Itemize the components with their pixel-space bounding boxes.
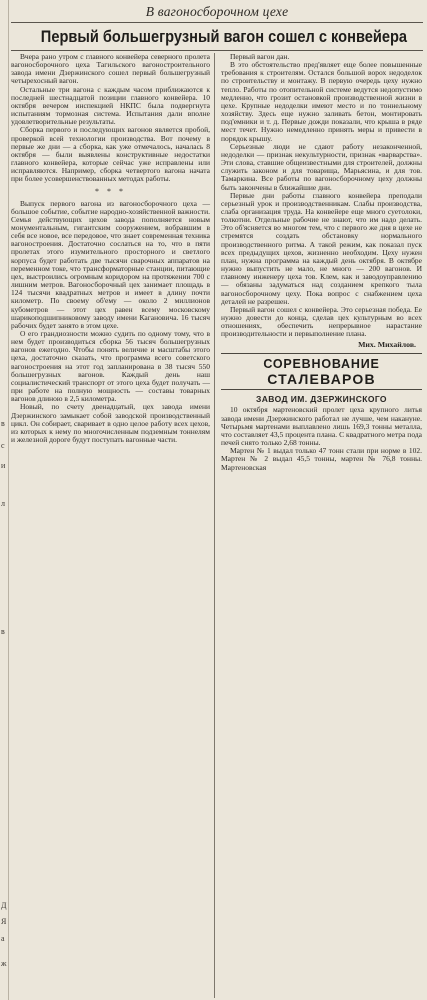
margin-fragment: Я <box>1 917 7 926</box>
author-signature: Мих. Михайлов. <box>358 340 416 350</box>
article-paragraph: Первые дни работы главного конвейера преподали серьезный урок и производственникам. Слабы производства, слаба организация труда. На конвейере еще много суетолоки, толкотни. Отдельные рабочие не знают, что им надо делать. Это об'ясняется во многом тем, что с первого же дня в цехе не стремятся создать обстановку нормального производственного ритма. А такой режим, как показал пуск всех предыдущих цехов, жизненно необходим. Цеху нужен план, нужна программа на каждый день октября. В октябре нужно выпустить не мало, не много — 200 вагонов. И главному инженеру цеха тов. Клем, как и заводоуправлению — обязаны задуматься над созданием крепкого тыла вагоносборочному цеху. Пока вопрос с снабжением цеха деталей не разрешен. <box>221 190 422 306</box>
margin-fragment: ж <box>1 959 7 968</box>
margin-fragment: с <box>1 441 5 450</box>
competition-text <box>221 406 422 471</box>
article-paragraph: Первый вагон дан. <box>230 53 290 61</box>
left-column <box>11 53 214 998</box>
article-paragraph: Остальные три вагона с каждым часом приближаются к последней шестнадцатой позиции главного конвейера. 10 октября вечером инспекцией НКПС была подвергнута испытаниям тормозная система. Испытания дали вполне удовлетворительные результаты. <box>11 84 210 127</box>
article-paragraph: Первый вагон сошел с конвейера. Это серьезная победа. Ее нужно довести до конца, сделав цех культурным во всех отношениях, обеспечить непрерывное нарастание производительности и первыполнение плана. <box>221 304 422 339</box>
article-headline: Первый большегрузный вагон сошел с конвейера <box>40 27 408 46</box>
article-content <box>11 2 423 998</box>
article-paragraph: Новый, по счету двенадцатый, цех завода имени Дзержинского замыкает собой заводской производственный цикл. Он собирает, сваривает в одно целое работу всех цехов, из которых к нему по многочисленным подземным тоннелям и железной дороге будут поступать вагонные части. <box>11 402 210 445</box>
competition-heading-box <box>221 353 422 390</box>
margin-fragment: в <box>1 419 5 428</box>
right-column-text <box>221 53 422 338</box>
article-paragraph: О его грандиозности можно судить по одному тому, что в нем будет производиться сборка 56 тысяч большегрузных вагонов ежегодно. Чтобы понять величие и масштабы этого цеха, достаточно сказать, что программа всего советского вагоностроения на этот год запланирована в 38 тысяч 550 большегрузных вагонов. Каждый день наш социалистический транспорт от этого цеха будет получать — при работе на полную мощность — составы товарных вагонов длиною в 2,5 километра. <box>11 329 210 404</box>
article-paragraph: Вчера рано утром с главного конвейера северного пролета вагоносборочного цеха Тагильского вагоностроительного завода имени Дзержинского сошел первый большегрузный четырехосный вагон. <box>11 53 210 86</box>
margin-fragment: в <box>1 627 5 636</box>
left-margin-strip <box>0 0 9 1000</box>
margin-fragment: а <box>1 934 5 943</box>
left-column-part-2 <box>11 200 210 445</box>
section-separator: * * * <box>95 186 126 196</box>
article-paragraph: Серьезные люди не сдают работу незаконченной, недоделки — признак некультурности, признак «варварства». Эти слова, ставшие общеизвестными для строителей, должны служить законом и для товарища, Марьясина, и для тов. Тамаркина. Все работы по вагоносборочному цеху должны быть закончены в ближайшие дни. <box>221 141 422 192</box>
margin-fragment: и <box>1 461 6 470</box>
headline-bar <box>11 23 423 51</box>
competition-paragraph: Мартен № 1 выдал только 47 тонн стали при норме в 102. Мартен № 2 выдал 45,5 тонны, мартен № 76,8 тонны. Мартеновская <box>221 446 422 472</box>
margin-fragment: Д <box>1 901 7 910</box>
article-paragraph: Выпуск первого вагона из вагоносборочного цеха — большое событие, событие народно-хозяйственной важности. Семья действующих цехов завода пополняется новым монументальным, гигантским сооружением, вобравшим в себя все новое, все передовое, что знает современная техника вагоностроения. Достаточно сослаться на то, что в пяти пролетах этого изумительного просторного и светлого корпуса будет работать две тысячи сварочных аппаратов на переменном токе, что трансформаторные станции, питающие цех, выстроились огромным коридором на протяжении 700 с лишним метров. Вагоносборочный цех занимает площадь в 124 тысячи квадратных метров и имеет в длину почти километр. По своему об'ему — около 2 миллионов кубометров — этот цех равен всему московскому шарикоподшипниковому заводу имени Кагановича. 16 тысяч рабочих будет занято в этом цехе. <box>11 198 210 330</box>
section-rubric: В вагоносборочном цехе <box>145 4 289 19</box>
rubric-bar <box>11 2 423 23</box>
article-columns <box>11 53 423 998</box>
right-column <box>215 53 422 998</box>
competition-heading-line-1: СОРЕВНОВАНИЕ <box>263 357 380 372</box>
article-paragraph: В это обстоятельство пред'являет еще более повышенные требования к строителям. Остался большой ворох недоделок по строительству и монтажу. В первую очередь цеху нужно тепло. Работы по отопительной системе ведутся недопустимо медленно, что грозит остановкой производственной жизни в цехе. Крупные недоделки имеют место и по тоннельному хозяйству. Здесь еще нужно заливать бетон, монтировать под'емники и т. д. Первые дожди показали, что крыша в ряде мест течет. Нужно немедленно принять меры и привести в порядок крышу. <box>221 60 422 143</box>
article-paragraph: Сборка первого и последующих вагонов является пробой, проверкой всей технологии производства. Вот почему в первые же дни — а сборка, как уже отмечалось, началась 8 октября — были выявлены конструктивные недостатки главного конвейера, которые сейчас уже исправлены или исправляются. Например, сборка четвертого вагона начата при более усовершенствованных методах работы. <box>11 125 210 184</box>
margin-fragment: л <box>1 499 5 508</box>
competition-heading-line-2: СТАЛЕВАРОВ <box>267 371 376 388</box>
competition-paragraph: 10 октября мартеновский пролет цеха крупного литья завода имени Дзержинского работал не лучше, чем накануне. Четырьмя мартенами выплавлено лишь 169,3 тонны металла, что составляет 43,5 процента плана. С квадратного метра пода печей снято только 2,68 тонны. <box>221 405 422 448</box>
competition-subheading: ЗАВОД ИМ. ДЗЕРЖИНСКОГО <box>256 394 387 405</box>
left-column-part-1 <box>11 53 210 184</box>
